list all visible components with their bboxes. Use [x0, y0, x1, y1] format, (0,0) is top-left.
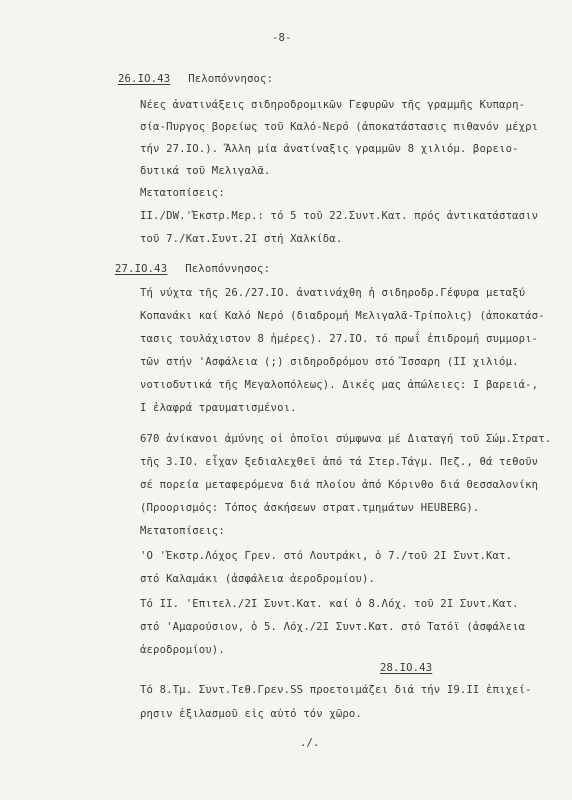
section-region: Πελοπόννησος: — [185, 263, 271, 275]
text-line: σέ πορεία μεταφερόμενα διά πλοίου ἀπό Κόρινθο διά Θεσσαλονίκη — [140, 479, 539, 491]
continuation-mark: ./. — [300, 737, 320, 749]
text-line: τοῦ 7./Κατ.Συντ.2I στή Χαλκίδα. — [140, 233, 343, 245]
page-number: -8- — [272, 32, 292, 44]
section-header — [115, 263, 270, 275]
text-line: Τό II. 'Επιτελ./2I Συντ.Κατ. καί ὁ 8.Λόχ. τοῦ 2I Συντ.Κατ. — [140, 598, 519, 610]
text-line: Τή νύχτα τῆς 26./27.IO. ἀνατινάχθη ἡ σιδηροδρ.Γέφυρα μεταξύ — [140, 287, 526, 299]
text-line: Κοπανάκι καί Καλό Νερό (διαδρομή Μελιγαλᾶ-Τρίπολις) (ἀποκατάσ- — [140, 310, 545, 322]
text-line: Νέες ἀνατινάξεις σιδηροδρομικῶν Γεφυρῶν τῆς γραμμῆς Κυπαρη- — [140, 99, 526, 111]
text-line: 'Ο 'Ἐκστρ.Λόχος Γρεν. στό Λουτράκι, ὁ 7./τοῦ 2I Συντ.Κατ. — [140, 550, 513, 562]
section-date: 27.IO.43 — [115, 263, 168, 275]
text-line: ἀεροδρομίου). — [140, 644, 225, 656]
text-line: (Προορισμός: Τόπος ἀσκήσεων στρατ.τμημάτων HEUBERG). — [140, 502, 480, 514]
text-line: στό 'Αμαρούσιον, ὁ 5. Λόχ./2I Συντ.Κατ. στό Τατόϊ (ἀσφάλεια — [140, 621, 526, 633]
section-region: Πελοπόννησος: — [188, 73, 274, 85]
text-line: I ἐλαφρά τραυματισμένοι. — [140, 402, 297, 414]
text-line: σία-Πυργος βορείως τοῦ Καλό-Νερό (ἀποκατάστασις πιθανόν μέχρι — [140, 121, 539, 133]
text-line: Μετατοπίσεις: — [140, 187, 225, 199]
section-date: 28.IO.43 — [380, 662, 433, 674]
text-line: δυτικά τοῦ Μελιγαλᾶ. — [140, 165, 271, 177]
text-line: ρησιν ἐξιλασμοῦ εἰς αὐτό τόν χῶρο. — [140, 708, 362, 720]
text-line: τασις τουλάχιστον 8 ἡμέρες). 27.IO. τό πρωΐ ἐπιδρομή συμμορι- — [140, 333, 539, 345]
text-line: στό Καλαμάκι (ἀσφάλεια ἀεροδρομίου). — [140, 573, 376, 585]
section-date: 26.IO.43 — [118, 73, 171, 85]
text-line: τῶν στήν 'Ασφάλεια (;) σιδηροδρόμου στό Ἴσσαρη (II χιλιόμ. — [140, 356, 519, 368]
text-line: νοτιοδυτικά τῆς Μεγαλοπόλεως). Δικές μας ἀπώλειες: I βαρειά-, — [140, 379, 539, 391]
text-line: II./DW.'Ἐκστρ.Μερ.: τό 5 τοῦ 22.Συντ.Κατ. πρός ἀντικατάστασιν — [140, 210, 539, 222]
text-line: 670 ἀνίκανοι ἀμύνης οἱ ὁποῖοι σύμφωνα μέ Διαταγή τοῦ Σώμ.Στρατ. — [140, 433, 552, 445]
text-line: τήν 27.IO.). Ἄλλη μία ἀνατίναξις γραμμῶν 8 χιλιόμ. βορειο- — [140, 143, 519, 155]
text-line: Τό 8.Τμ. Συντ.Τεθ.Γρεν.SS προετοιμάζει διά τήν I9.II ἐπιχεί- — [140, 684, 532, 696]
text-line: τῆς 3.IO. εἶχαν ξεδιαλεχθεῖ ἀπό τά Στερ.Τάγμ. Πεζ., θά τεθοῦν — [140, 456, 539, 468]
text-line: Μετατοπίσεις: — [140, 525, 225, 537]
section-header — [118, 73, 273, 85]
